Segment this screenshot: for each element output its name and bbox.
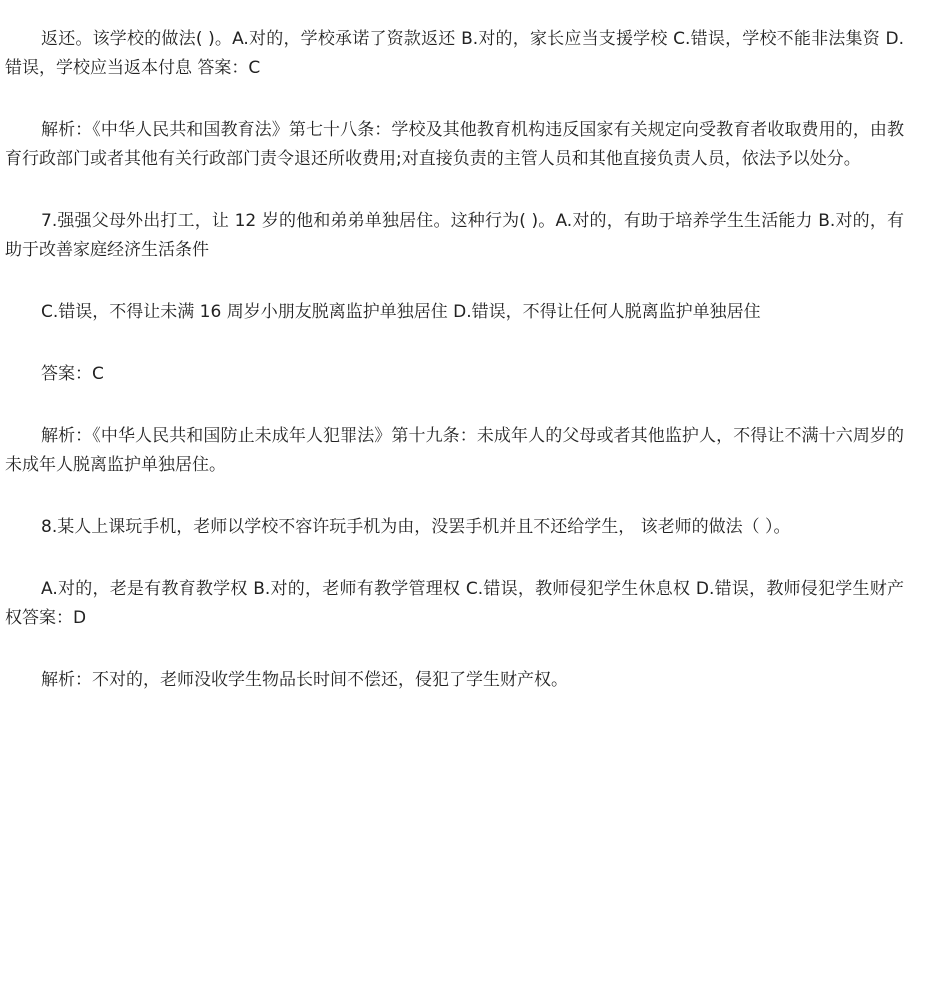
paragraph-answer-7: 答案：C — [41, 364, 104, 384]
paragraph-question-8: 8.某人上课玩手机，老师以学校不容许玩手机为由，没罢手机并且不还给学生， 该老师的做法（ ）。 — [41, 517, 791, 537]
paragraph-question-6-continued: 返还。该学校的做法( )。A.对的，学校承诺了资款返还 B.对的，家长应当支援学校 C.错误，学校不能非法集资 D.错误，学校应当返本付息 答案：C — [5, 29, 904, 78]
paragraph-question-7-options: C.错误，不得让未满 16 周岁小朋友脱离监护单独居住 D.错误，不得让任何人脱离监护单独居住 — [41, 302, 761, 322]
paragraph-analysis-6: 解析：《中华人民共和国教育法》第七十八条：学校及其他教育机构违反国家有关规定向受教育者收取费用的，由教育行政部门或者其他有关行政部门责令退还所收费用;对直接负责的主管人员和其他直接负责人员，依法予以处分。 — [5, 120, 904, 169]
paragraph-question-7: 7.强强父母外出打工，让 12 岁的他和弟弟单独居住。这种行为( )。A.对的，有助于培养学生生活能力 B.对的，有助于改善家庭经济生活条件 — [5, 211, 904, 260]
paragraph-analysis-8: 解析：不对的，老师没收学生物品长时间不偿还，侵犯了学生财产权。 — [41, 670, 568, 690]
paragraph-analysis-7: 解析：《中华人民共和国防止未成年人犯罪法》第十九条：未成年人的父母或者其他监护人，不得让不满十六周岁的未成年人脱离监护单独居住。 — [5, 426, 904, 475]
paragraph-question-8-options: A.对的，老是有教育教学权 B.对的，老师有教学管理权 C.错误，教师侵犯学生休息权 D.错误，教师侵犯学生财产权答案：D — [5, 579, 904, 628]
